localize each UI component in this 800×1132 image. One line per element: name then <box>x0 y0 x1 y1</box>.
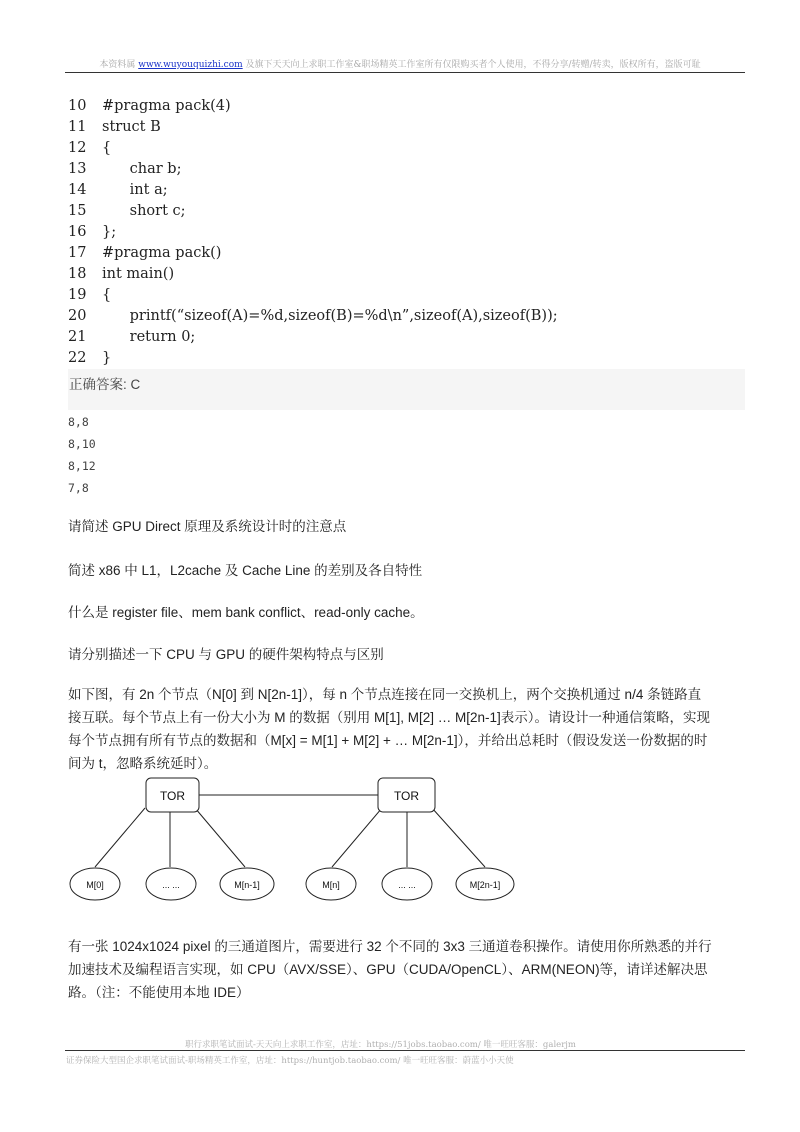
code-line: 18 int main() <box>68 266 175 282</box>
code-line: 12 { <box>68 140 112 156</box>
link-left-0 <box>95 808 145 867</box>
code-line: 14 int a; <box>68 182 168 198</box>
code-line: 21 return 0; <box>68 329 196 345</box>
node-label: ... ... <box>162 880 180 890</box>
link-right-0 <box>332 808 382 867</box>
link-right-2 <box>432 808 485 867</box>
tor-left-label: TOR <box>159 789 186 803</box>
node-label: ... ... <box>398 880 416 890</box>
header-copyright-note <box>0 57 800 70</box>
code-line: 20 printf(“sizeof(A)=%d,sizeof(B)=%d\n”,sizeof(A),sizeof(B)); <box>68 308 558 324</box>
question-x86-cache: 简述 x86 中 L1，L2cache 及 Cache Line 的差别及各自特性 <box>68 563 423 578</box>
code-line: 10 #pragma pack(4) <box>68 98 231 114</box>
code-line: 19 { <box>68 287 112 303</box>
option-item: 8,10 <box>68 437 96 451</box>
code-line: 17 #pragma pack() <box>68 245 222 261</box>
option-item: 8,8 <box>68 415 89 429</box>
node-label: M[n] <box>322 880 340 890</box>
question-gpu-direct: 请简述 GPU Direct 原理及系统设计时的注意点 <box>68 519 347 534</box>
code-line: 15 short c; <box>68 203 186 219</box>
question-register-file: 什么是 register file、mem bank conflict、read-only cache。 <box>68 605 424 620</box>
question-convolution: 有一张 1024x1024 pixel 的三通道图片，需要进行 32 个不同的 3x3 三通道卷积操作。请使用你所熟悉的并行 加速技术及编程语言实现，如 CPU（AVX/SSE）、GPU（CUDA/OpenCL）、ARM(NEON)等，请详述解决思 路。（注：不能使用本地 IDE） <box>68 939 712 1000</box>
link-left-2 <box>195 808 245 867</box>
footer-shop-note-1: 职行求职笔试面试-天天向上求职工作室，店址：https://51jobs.taobao.com/ 唯一旺旺客服：galerjm <box>185 1040 576 1050</box>
header-suffix: 及旗下天天向上求职工作室&职场精英工作室所有仅限购买者个人使用，不得分享/转赠/转卖，版权所有，盗版可耻 <box>245 60 701 70</box>
answer-box <box>68 369 745 410</box>
footer-shop-note-2: 证券保险大型国企求职笔试面试-职场精英工作室，店址：https://huntjob.taobao.com/ 唯一旺旺客服：蔚蓝小小天使 <box>66 1056 514 1066</box>
code-line: 11 struct B <box>68 119 161 135</box>
header-site-link[interactable]: www.wuyouquizhi.com <box>138 60 243 70</box>
header-prefix: 本资料属 <box>99 60 136 70</box>
code-line: 16 }; <box>68 224 117 240</box>
option-item: 8,12 <box>68 459 96 473</box>
answer-label: 正确答案: C <box>69 377 141 392</box>
node-label: M[0] <box>86 880 104 890</box>
node-label: M[2n-1] <box>469 880 501 890</box>
network-topology-diagram <box>60 770 560 910</box>
option-item: 7,8 <box>68 481 89 495</box>
code-line: 22 } <box>68 350 112 366</box>
footer-divider <box>65 1050 745 1051</box>
node-label: M[n-1] <box>234 880 260 890</box>
code-line: 13 char b; <box>68 161 182 177</box>
question-cpu-gpu-arch: 请分别描述一下 CPU 与 GPU 的硬件架构特点与区别 <box>68 647 384 662</box>
tor-right-label: TOR <box>393 789 420 803</box>
question-allreduce: 如下图，有 2n 个节点（N[0] 到 N[2n-1]），每 n 个节点连接在同一交换机上，两个交换机通过 n/4 条链路直 接互联。每个节点上有一份大小为 M 的数据（别用 M[1], M[2] … M[2n-1]表示）。请设计一种通信策略，实现 每个节点拥有所有节点的数据和（M[x] = M[1] + M[2] + … M[2n-1]），并给出总耗时（假设发送一份数据的时 间为 t，忽略系统延时）。 <box>68 687 711 771</box>
header-divider <box>65 72 745 73</box>
